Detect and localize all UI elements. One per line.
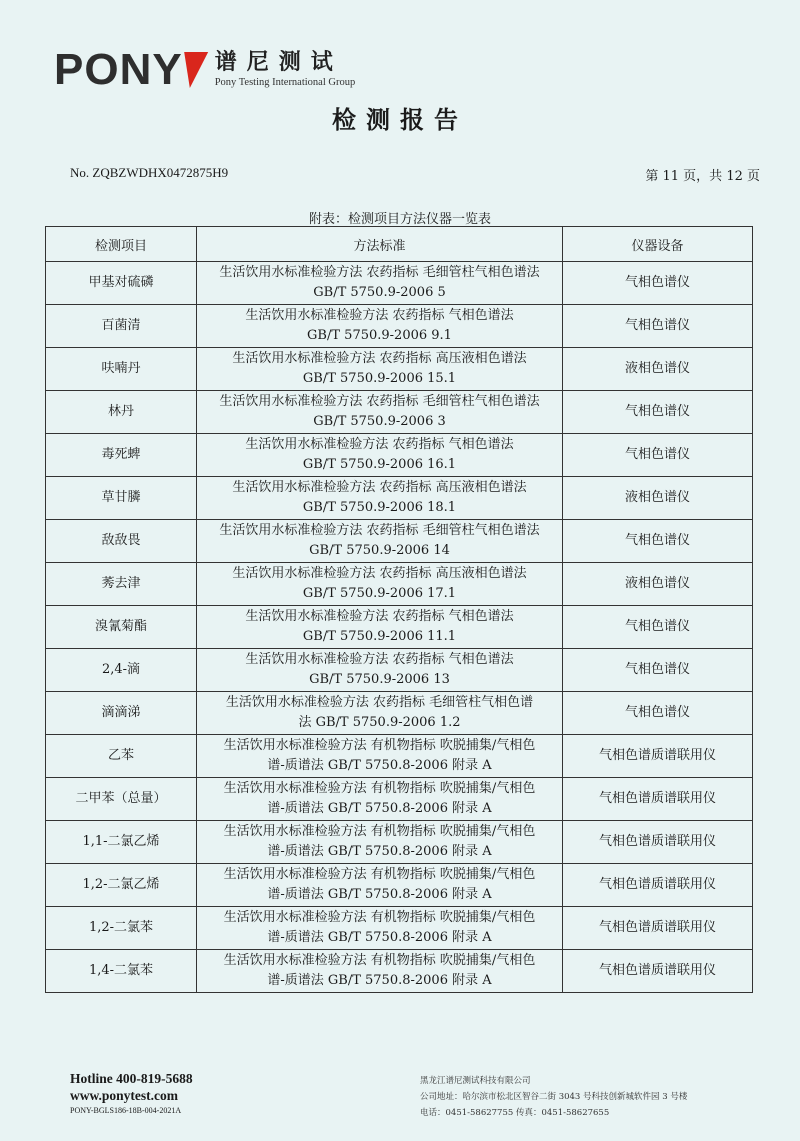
cell-item: 甲基对硫磷 (46, 262, 197, 305)
cell-item: 1,2-二氯苯 (46, 907, 197, 950)
table-row (46, 348, 753, 391)
logo-text-block (215, 51, 356, 88)
method-line-1: 生活饮用水标准检验方法 农药指标 气相色谱法 (245, 652, 514, 667)
cell-item: 林丹 (46, 391, 197, 434)
cell-item: 乙苯 (46, 735, 197, 778)
report-number: No. ZQBZWDHX0472875H9 (70, 165, 229, 180)
cell-method (197, 692, 563, 735)
cell-instrument: 气相色谱仪 (563, 262, 753, 305)
method-line-1: 生活饮用水标准检验方法 农药指标 气相色谱法 (245, 437, 514, 452)
method-line-1: 生活饮用水标准检验方法 农药指标 毛细管柱气相色谱法 (219, 265, 540, 280)
report-title: 检测报告 (332, 106, 468, 134)
cell-method (197, 735, 563, 778)
cell-method (197, 907, 563, 950)
table-row (46, 735, 753, 778)
logo-chinese-name: 谱尼测试 (214, 50, 343, 75)
table-row (46, 520, 753, 563)
table-row (46, 262, 753, 305)
cell-item: 1,2-二氯乙烯 (46, 864, 197, 907)
cell-method (197, 520, 563, 563)
table-row (46, 563, 753, 606)
cell-item: 二甲苯（总量） (46, 778, 197, 821)
method-line-1: 生活饮用水标准检验方法 农药指标 毛细管柱气相色谱法 (219, 523, 540, 538)
cell-method (197, 305, 563, 348)
method-line-1: 生活饮用水标准检验方法 有机物指标 吹脱捕集/气相色 (223, 781, 536, 796)
table-row (46, 778, 753, 821)
method-line-2: GB/T 5750.9-2006 13 (309, 672, 450, 687)
cell-item: 1,4-二氯苯 (46, 950, 197, 993)
method-line-2: GB/T 5750.9-2006 11.1 (302, 629, 457, 644)
cell-instrument: 气相色谱质谱联用仪 (563, 950, 753, 993)
method-line-2: 谱-质谱法 GB/T 5750.8-2006 附录 A (267, 801, 492, 816)
method-line-1: 生活饮用水标准检验方法 农药指标 高压液相色谱法 (232, 351, 527, 366)
footer-phone: 电话：0451-58627755 传真：0451-58627655 (420, 1108, 610, 1118)
method-line-2: 谱-质谱法 GB/T 5750.8-2006 附录 A (267, 758, 492, 773)
logo-slash-icon (178, 52, 208, 88)
header-method: 方法标准 (197, 227, 563, 262)
cell-item: 毒死蜱 (46, 434, 197, 477)
cell-method (197, 649, 563, 692)
cell-instrument: 气相色谱质谱联用仪 (563, 821, 753, 864)
method-line-2: GB/T 5750.9-2006 5 (313, 285, 446, 300)
cell-item: 溴氰菊酯 (46, 606, 197, 649)
method-line-1: 生活饮用水标准检验方法 有机物指标 吹脱捕集/气相色 (223, 910, 536, 925)
cell-instrument: 气相色谱仪 (563, 305, 753, 348)
method-line-2: 谱-质谱法 GB/T 5750.8-2006 附录 A (267, 887, 492, 902)
table-row (46, 477, 753, 520)
method-line-2: GB/T 5750.9-2006 17.1 (302, 586, 457, 601)
cell-method (197, 391, 563, 434)
table-row (46, 864, 753, 907)
cell-item: 敌敌畏 (46, 520, 197, 563)
method-line-1: 生活饮用水标准检验方法 有机物指标 吹脱捕集/气相色 (223, 953, 536, 968)
footer-doc-id: PONY-BGLS186-18B-004-2021A (70, 1106, 182, 1115)
cell-method (197, 348, 563, 391)
header-item: 检测项目 (46, 227, 197, 262)
cell-instrument: 液相色谱仪 (563, 348, 753, 391)
page-number: 第 11 页，共 12 页 (645, 169, 760, 184)
cell-method (197, 778, 563, 821)
cell-instrument: 气相色谱仪 (563, 606, 753, 649)
cell-item: 2,4-滴 (46, 649, 197, 692)
cell-item: 呋喃丹 (46, 348, 197, 391)
cell-instrument: 气相色谱仪 (563, 692, 753, 735)
table-row (46, 649, 753, 692)
cell-method (197, 864, 563, 907)
method-line-1: 生活饮用水标准检验方法 农药指标 高压液相色谱法 (232, 480, 527, 495)
cell-method (197, 563, 563, 606)
method-line-2: 法 GB/T 5750.9-2006 1.2 (298, 715, 461, 730)
table-row (46, 305, 753, 348)
cell-instrument: 气相色谱质谱联用仪 (563, 864, 753, 907)
cell-item: 莠去津 (46, 563, 197, 606)
cell-method (197, 606, 563, 649)
method-line-1: 生活饮用水标准检验方法 农药指标 气相色谱法 (245, 609, 514, 624)
method-line-1: 生活饮用水标准检验方法 农药指标 毛细管柱气相色谱法 (219, 394, 540, 409)
table-row (46, 907, 753, 950)
cell-method (197, 477, 563, 520)
cell-instrument: 气相色谱仪 (563, 649, 753, 692)
table-row (46, 950, 753, 993)
cell-instrument: 气相色谱质谱联用仪 (563, 778, 753, 821)
method-line-1: 生活饮用水标准检验方法 农药指标 气相色谱法 (245, 308, 514, 323)
method-line-1: 生活饮用水标准检验方法 有机物指标 吹脱捕集/气相色 (223, 867, 536, 882)
cell-item: 滴滴涕 (46, 692, 197, 735)
cell-instrument: 液相色谱仪 (563, 477, 753, 520)
cell-instrument: 气相色谱仪 (563, 520, 753, 563)
logo-wordmark (54, 45, 207, 94)
footer-hotline: Hotline 400-819-5688 (70, 1071, 193, 1086)
header-instrument: 仪器设备 (563, 227, 753, 262)
table-row (46, 606, 753, 649)
footer-contact (70, 1070, 193, 1117)
cell-instrument: 液相色谱仪 (563, 563, 753, 606)
method-line-2: GB/T 5750.9-2006 9.1 (307, 328, 452, 343)
footer-company: 黑龙江谱尼测试科技有限公司 (420, 1076, 531, 1086)
footer-company-info (420, 1073, 687, 1121)
method-line-2: GB/T 5750.9-2006 16.1 (302, 457, 457, 472)
cell-instrument: 气相色谱仪 (563, 434, 753, 477)
company-logo (54, 45, 356, 94)
table-header-row (46, 227, 753, 262)
method-line-1: 生活饮用水标准检验方法 农药指标 毛细管柱气相色谱 (225, 695, 534, 710)
logo-mark-text: PONY (54, 45, 183, 94)
method-line-1: 生活饮用水标准检验方法 农药指标 高压液相色谱法 (232, 566, 527, 581)
table-row (46, 692, 753, 735)
method-line-1: 生活饮用水标准检验方法 有机物指标 吹脱捕集/气相色 (223, 738, 536, 753)
method-line-2: GB/T 5750.9-2006 15.1 (302, 371, 457, 386)
cell-instrument: 气相色谱仪 (563, 391, 753, 434)
method-line-2: 谱-质谱法 GB/T 5750.8-2006 附录 A (267, 844, 492, 859)
method-line-2: GB/T 5750.9-2006 18.1 (302, 500, 457, 515)
footer-address: 公司地址：哈尔滨市松北区智谷二街 3043 号科技创新城软件园 3 号楼 (420, 1092, 688, 1102)
table-body (46, 262, 753, 993)
cell-method (197, 434, 563, 477)
logo-english-name: Pony Testing International Group (214, 77, 356, 88)
methods-table (45, 226, 753, 993)
cell-method (197, 821, 563, 864)
table-caption: 附表：检测项目方法仪器一览表 (308, 212, 491, 227)
table-row (46, 821, 753, 864)
method-line-2: GB/T 5750.9-2006 14 (309, 543, 450, 558)
cell-item: 百菌清 (46, 305, 197, 348)
table-row (46, 434, 753, 477)
cell-method (197, 262, 563, 305)
cell-instrument: 气相色谱质谱联用仪 (563, 735, 753, 778)
method-line-1: 生活饮用水标准检验方法 有机物指标 吹脱捕集/气相色 (223, 824, 536, 839)
footer-website: www.ponytest.com (70, 1088, 178, 1103)
cell-item: 草甘膦 (46, 477, 197, 520)
cell-method (197, 950, 563, 993)
cell-instrument: 气相色谱质谱联用仪 (563, 907, 753, 950)
method-line-2: 谱-质谱法 GB/T 5750.8-2006 附录 A (267, 930, 492, 945)
method-line-2: 谱-质谱法 GB/T 5750.8-2006 附录 A (267, 973, 492, 988)
cell-item: 1,1-二氯乙烯 (46, 821, 197, 864)
method-line-2: GB/T 5750.9-2006 3 (313, 414, 446, 429)
table-row (46, 391, 753, 434)
